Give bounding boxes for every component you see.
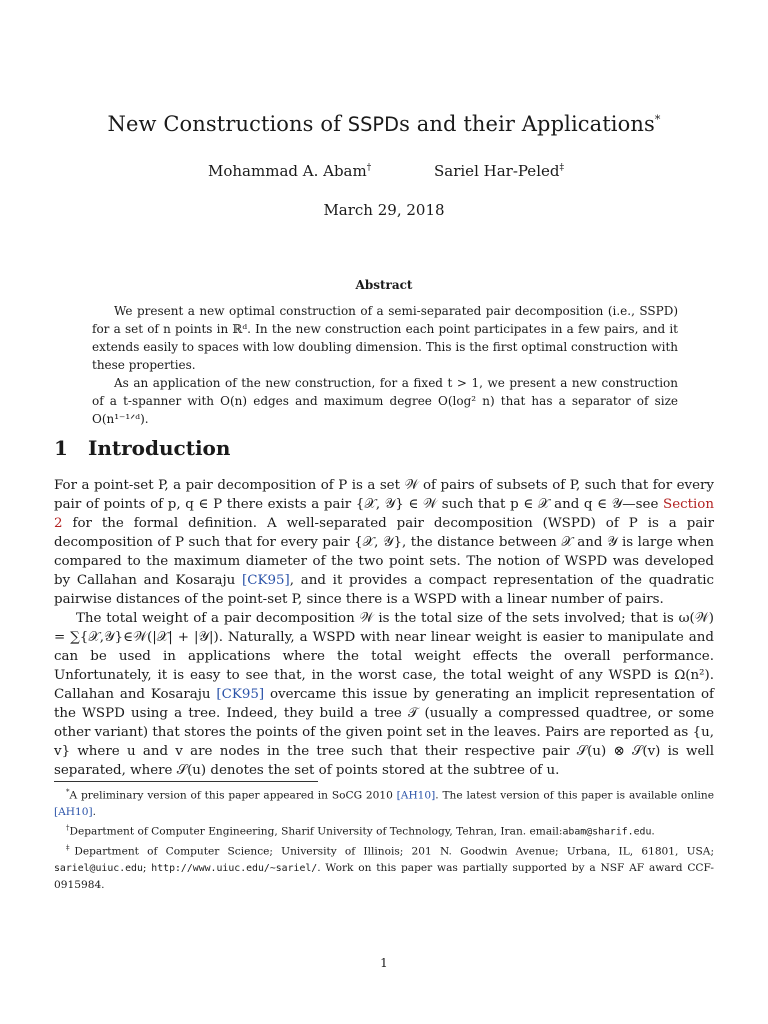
body-paragraph xyxy=(54,476,714,609)
footnote-abam-affiliation xyxy=(54,820,714,841)
footnote-text: . xyxy=(651,825,655,838)
paper-title xyxy=(0,112,768,136)
footnote-text: Department of Computer Engineering, Sharif University of Technology, Tehran, Iran. email: xyxy=(69,825,563,838)
author-footnote-mark[interactable]: ‡ xyxy=(559,163,564,173)
footnote-preliminary xyxy=(54,784,714,820)
footnote-text: . The latest version of this paper is available online xyxy=(435,789,714,802)
paper-date: March 29, 2018 xyxy=(323,201,445,219)
author-har-peled xyxy=(434,162,564,180)
footnote-mark: * xyxy=(66,788,70,796)
footnote-text: ; xyxy=(142,861,152,874)
author-name: Sariel Har-Peled xyxy=(434,162,560,180)
title-footnote-mark[interactable]: * xyxy=(654,113,661,126)
citation-link[interactable]: [CK95] xyxy=(242,573,290,588)
title-sspd-term: SSPD xyxy=(347,113,400,136)
body-text: The total weight of a pair decomposition 𝒲 is the total size of the sets involved; that is ω(𝒲) = ∑{𝒳,𝒴}∈𝒲(|𝒳| + |𝒴|). Naturally, a WSPD with near linear weight is easier to manipulate and can be used in applications where the total weight effects the overall performance. Unfortunately, it is easy to see that, in the worst case, the total weight of any WSPD is Ω(n²). Callahan and Kosaraju xyxy=(54,611,714,702)
abstract-paragraph: We present a new optimal construction of a semi-separated pair decomposition (i.e., SSPD) for a set of n points in ℝᵈ. In the new construction each point participates in a few pairs, and it extends easily to spaces with low doubling dimension. This is the first optimal construction with these properties. xyxy=(92,304,678,372)
introduction-body xyxy=(54,476,714,780)
section-number: 1 xyxy=(54,436,68,460)
abstract-heading: Abstract xyxy=(355,278,413,292)
abstract-paragraph: As an application of the new construction, for a fixed t > 1, we present a new construction of a t-spanner with O(n) edges and maximum degree O(log² n) that has a separator of size O(n¹⁻¹ᐟᵈ). xyxy=(92,376,678,426)
footnote-mark: ‡ xyxy=(66,844,75,853)
footnote-har-peled-affiliation xyxy=(54,840,714,893)
body-paragraph xyxy=(54,609,714,780)
page-number: 1 xyxy=(380,956,388,970)
footnote-text: A preliminary version of this paper appeared in SoCG 2010 xyxy=(69,789,397,802)
body-text: overcame this issue by generating an implicit representation of the WSPD using a tree. Indeed, they build a tree 𝒯 (usually a compressed quadtree, or some other variant) that stores the points of the given point set in the leaves. Pairs are reported as {u, v} where u and v are nodes in the tree such that their respective pair 𝒮(u) ⊗ 𝒮(v) is well separated, where 𝒮(u) denotes the set of points stored at the subtree of u. xyxy=(54,687,714,778)
section-heading xyxy=(54,436,230,460)
body-text: for the formal definition. A well-separated pair decomposition (WSPD) of P is a pair decomposition of P such that for every pair {𝒳, 𝒴}, the distance between 𝒳 and 𝒴 is large when compared to the maximum diameter of the two point sets. The notion of WSPD was developed by Callahan and Kosaraju xyxy=(54,516,714,588)
section-title: Introduction xyxy=(88,436,231,460)
title-text-end: s and their Applications xyxy=(399,112,655,136)
footnote-text: . xyxy=(92,805,97,818)
email-link[interactable]: abam@sharif.edu xyxy=(562,826,652,838)
abstract-body xyxy=(92,302,678,428)
footnote-text: Department of Computer Science; University of Illinois; 201 N. Goodwin Avenue; Urbana, IL, 61801, USA; xyxy=(74,845,715,858)
body-text: , and it provides a compact representation of the quadratic pairwise distances of the point-set P, since there is a WSPD with a linear number of pairs. xyxy=(54,573,714,607)
footnote-text: . Work on this paper was partially supported by a NSF AF award CCF-0915984. xyxy=(54,861,714,891)
homepage-link[interactable]: http://www.uiuc.edu/~sariel/ xyxy=(151,862,318,874)
citation-link[interactable]: [CK95] xyxy=(216,687,265,702)
footnote-mark: † xyxy=(66,823,70,832)
footnotes xyxy=(54,784,714,893)
email-link[interactable]: sariel@uiuc.edu xyxy=(54,862,143,874)
author-name: Mohammad A. Abam xyxy=(208,162,367,180)
author-footnote-mark[interactable]: † xyxy=(366,163,372,173)
section-link[interactable]: Section 2 xyxy=(54,497,714,531)
author-abam xyxy=(208,162,371,180)
body-text: For a point-set P, a pair decomposition of P is a set 𝒲 of pairs of subsets of P, such that for every pair of points of p, q ∈ P there exists a pair {𝒳, 𝒴} ∈ 𝒲 such that p ∈ 𝒳 and q ∈ 𝒴—see xyxy=(54,478,714,512)
citation-link[interactable]: [AH10] xyxy=(396,789,436,802)
citation-link[interactable]: [AH10] xyxy=(54,805,93,818)
footnote-divider xyxy=(54,781,318,782)
title-text-start: New Constructions of xyxy=(107,112,348,136)
